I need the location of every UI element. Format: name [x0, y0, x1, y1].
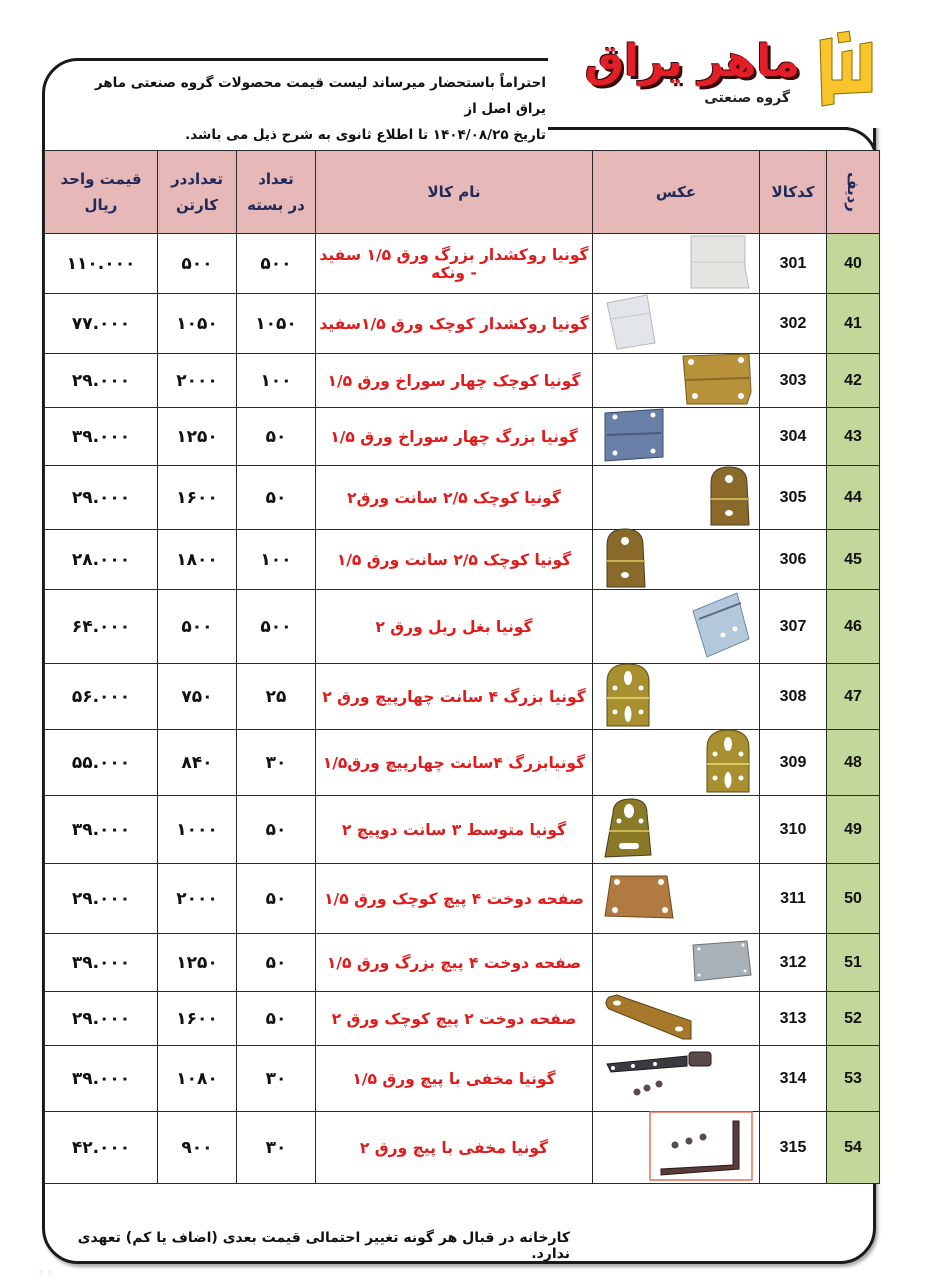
product-name: گونیا روکشدار بزرگ ورق ۱/۵ سفید - ونکه [316, 234, 593, 294]
gold-keyhole-bracket-icon [703, 728, 753, 798]
unit-price: ۳۹.۰۰۰ [45, 934, 158, 992]
row-number: 52 [827, 992, 880, 1046]
carton-qty: ۱۰۸۰ [158, 1046, 237, 1112]
carton-qty: ۱۸۰۰ [158, 530, 237, 590]
product-image-cell [593, 730, 760, 796]
page-mark: ◦ ◦ [38, 1268, 53, 1279]
table-row [45, 530, 880, 590]
pack-qty: ۵۰۰ [237, 234, 316, 294]
carton-qty: ۲۰۰۰ [158, 864, 237, 934]
header-name: نام کالا [316, 151, 593, 234]
product-code: 315 [760, 1112, 827, 1184]
product-name: گونیا مخفی با پیچ ورق ۱/۵ [316, 1046, 593, 1112]
brand-name: ماهر یراق [584, 36, 800, 87]
carton-qty: ۸۴۰ [158, 730, 237, 796]
product-code: 307 [760, 590, 827, 664]
product-name: گونیا مخفی با پیچ ورق ۲ [316, 1112, 593, 1184]
row-number: 51 [827, 934, 880, 992]
product-image-cell [593, 664, 760, 730]
price-table [44, 150, 880, 1184]
pack-qty: ۵۰ [237, 796, 316, 864]
product-name: گونیا متوسط ۳ سانت دوپیچ ۲ [316, 796, 593, 864]
row-number: 44 [827, 466, 880, 530]
unit-price: ۵۵.۰۰۰ [45, 730, 158, 796]
carton-qty: ۷۵۰ [158, 664, 237, 730]
frame-divider [548, 127, 848, 130]
row-number: 53 [827, 1046, 880, 1112]
gold-keyhole-bracket-icon [603, 662, 653, 732]
product-name: گونیا کوچک چهار سوراخ ورق ۱/۵ [316, 354, 593, 408]
pack-qty: ۱۰۵۰ [237, 294, 316, 354]
carton-qty: ۹۰۰ [158, 1112, 237, 1184]
footer-note: کارخانه در قبال هر گونه تغییر احتمالی قیمت بعدی (اضاف یا کم) تعهدی ندارد. [77, 1230, 570, 1262]
product-code: 309 [760, 730, 827, 796]
product-image-cell [593, 234, 760, 294]
table-row [45, 796, 880, 864]
pack-qty: ۵۰ [237, 864, 316, 934]
header-carton-qty: تعداددر کارتن [158, 151, 237, 234]
pack-qty: ۳۰ [237, 730, 316, 796]
row-number: 41 [827, 294, 880, 354]
product-name: گونیا روکشدار کوچک ورق ۱/۵سفید [316, 294, 593, 354]
row-number: 47 [827, 664, 880, 730]
unit-price: ۳۹.۰۰۰ [45, 408, 158, 466]
zinc-rail-bracket-icon [689, 591, 753, 663]
unit-price: ۷۷.۰۰۰ [45, 294, 158, 354]
carton-qty: ۲۰۰۰ [158, 354, 237, 408]
unit-price: ۴۲.۰۰۰ [45, 1112, 158, 1184]
intro-text [70, 70, 546, 148]
header-code: کدکالا [760, 151, 827, 234]
product-code: 304 [760, 408, 827, 466]
row-number: 49 [827, 796, 880, 864]
table-row [45, 466, 880, 530]
unit-price: ۱۱۰.۰۰۰ [45, 234, 158, 294]
product-code: 306 [760, 530, 827, 590]
table-row [45, 864, 880, 934]
pack-qty: ۵۰ [237, 466, 316, 530]
pack-qty: ۵۰ [237, 934, 316, 992]
carton-qty: ۱۲۵۰ [158, 934, 237, 992]
brand-subtitle: گروه صنعتی [704, 90, 790, 106]
row-number: 43 [827, 408, 880, 466]
table-header-row [45, 151, 880, 234]
table-row [45, 354, 880, 408]
product-code: 303 [760, 354, 827, 408]
row-number: 42 [827, 354, 880, 408]
carton-qty: ۱۰۰۰ [158, 796, 237, 864]
header-row-number: ردیف [827, 151, 880, 234]
header-pack-qty: تعداد در بسته [237, 151, 316, 234]
product-image-cell [593, 992, 760, 1046]
unit-price: ۶۴.۰۰۰ [45, 590, 158, 664]
unit-price: ۲۹.۰۰۰ [45, 354, 158, 408]
gold-four-hole-bracket-icon [681, 352, 753, 410]
carton-qty: ۵۰۰ [158, 590, 237, 664]
header-image: عکس [593, 151, 760, 234]
unit-price: ۲۹.۰۰۰ [45, 466, 158, 530]
pack-qty: ۵۰ [237, 992, 316, 1046]
hidden-l-bracket-with-screws-icon [649, 1111, 753, 1185]
product-name: گونیا بغل ریل ورق ۲ [316, 590, 593, 664]
table-row [45, 664, 880, 730]
table-row [45, 590, 880, 664]
hidden-bracket-with-screws-icon [603, 1048, 715, 1110]
white-plastic-small-bracket-icon [603, 293, 663, 355]
product-image-cell [593, 590, 760, 664]
product-name: گونیا بزرگ چهار سوراخ ورق ۱/۵ [316, 408, 593, 466]
product-image-cell [593, 408, 760, 466]
intro-line-1: احتراماً باستحضار میرساند لیست قیمت محصولات گروه صنعتی ماهر یراق اصل از [94, 75, 546, 117]
pack-qty: ۳۰ [237, 1112, 316, 1184]
pack-qty: ۳۰ [237, 1046, 316, 1112]
product-image-cell [593, 934, 760, 992]
product-image-cell [593, 354, 760, 408]
product-image-cell [593, 1046, 760, 1112]
product-image-cell [593, 1112, 760, 1184]
table-row [45, 408, 880, 466]
brand-logo [578, 28, 878, 118]
zinc-square-plate-icon [689, 939, 753, 987]
table-row [45, 234, 880, 294]
product-name: گونیا کوچک ۲/۵ سانت ورق ۱/۵ [316, 530, 593, 590]
gold-small-l-bracket-icon [603, 527, 649, 593]
row-number: 50 [827, 864, 880, 934]
white-plastic-corner-bracket-icon [683, 232, 753, 296]
intro-line-2: تاریخ ۱۴۰۴/۰۸/۲۵ تا اطلاع ثانوی به شرح ذیل می باشد. [185, 127, 546, 143]
product-image-cell [593, 864, 760, 934]
product-code: 301 [760, 234, 827, 294]
pack-qty: ۲۵ [237, 664, 316, 730]
unit-price: ۲۹.۰۰۰ [45, 864, 158, 934]
blue-four-hole-bracket-icon [603, 407, 669, 467]
row-number: 46 [827, 590, 880, 664]
table-row [45, 730, 880, 796]
carton-qty: ۱۰۵۰ [158, 294, 237, 354]
row-number: 40 [827, 234, 880, 294]
table-row [45, 1046, 880, 1112]
product-name: صفحه دوخت ۲ پیچ کوچک ورق ۲ [316, 992, 593, 1046]
product-image-cell [593, 796, 760, 864]
row-number: 48 [827, 730, 880, 796]
gold-strip-plate-icon [603, 993, 693, 1045]
row-number: 45 [827, 530, 880, 590]
gold-square-plate-icon [603, 874, 675, 924]
product-code: 312 [760, 934, 827, 992]
product-name: گونیا کوچک ۲/۵ سانت ورق۲ [316, 466, 593, 530]
carton-qty: ۵۰۰ [158, 234, 237, 294]
product-name: صفحه دوخت ۴ پیچ کوچک ورق ۱/۵ [316, 864, 593, 934]
pack-qty: ۱۰۰ [237, 530, 316, 590]
carton-qty: ۱۶۰۰ [158, 992, 237, 1046]
table-row [45, 992, 880, 1046]
carton-qty: ۱۲۵۰ [158, 408, 237, 466]
carton-qty: ۱۶۰۰ [158, 466, 237, 530]
product-image-cell [593, 530, 760, 590]
gold-medium-bracket-icon [603, 797, 655, 863]
unit-price: ۳۹.۰۰۰ [45, 796, 158, 864]
product-code: 308 [760, 664, 827, 730]
header-unit-price: قیمت واحد ریال [45, 151, 158, 234]
product-image-cell [593, 466, 760, 530]
pack-qty: ۵۰۰ [237, 590, 316, 664]
row-number: 54 [827, 1112, 880, 1184]
product-code: 313 [760, 992, 827, 1046]
unit-price: ۳۹.۰۰۰ [45, 1046, 158, 1112]
product-name: گونیا بزرگ ۴ سانت چهارپیچ ورق ۲ [316, 664, 593, 730]
logo-mark-icon [814, 30, 878, 108]
product-code: 310 [760, 796, 827, 864]
unit-price: ۲۸.۰۰۰ [45, 530, 158, 590]
product-name: گونیابزرگ ۴سانت چهارپیچ ورق۱/۵ [316, 730, 593, 796]
unit-price: ۲۹.۰۰۰ [45, 992, 158, 1046]
pack-qty: ۵۰ [237, 408, 316, 466]
table-row [45, 294, 880, 354]
product-code: 314 [760, 1046, 827, 1112]
pack-qty: ۱۰۰ [237, 354, 316, 408]
product-code: 311 [760, 864, 827, 934]
product-code: 302 [760, 294, 827, 354]
gold-small-l-bracket-icon [707, 465, 753, 531]
unit-price: ۵۶.۰۰۰ [45, 664, 158, 730]
product-name: صفحه دوخت ۴ پیچ بزرگ ورق ۱/۵ [316, 934, 593, 992]
table-row [45, 934, 880, 992]
table-row [45, 1112, 880, 1184]
product-image-cell [593, 294, 760, 354]
product-code: 305 [760, 466, 827, 530]
